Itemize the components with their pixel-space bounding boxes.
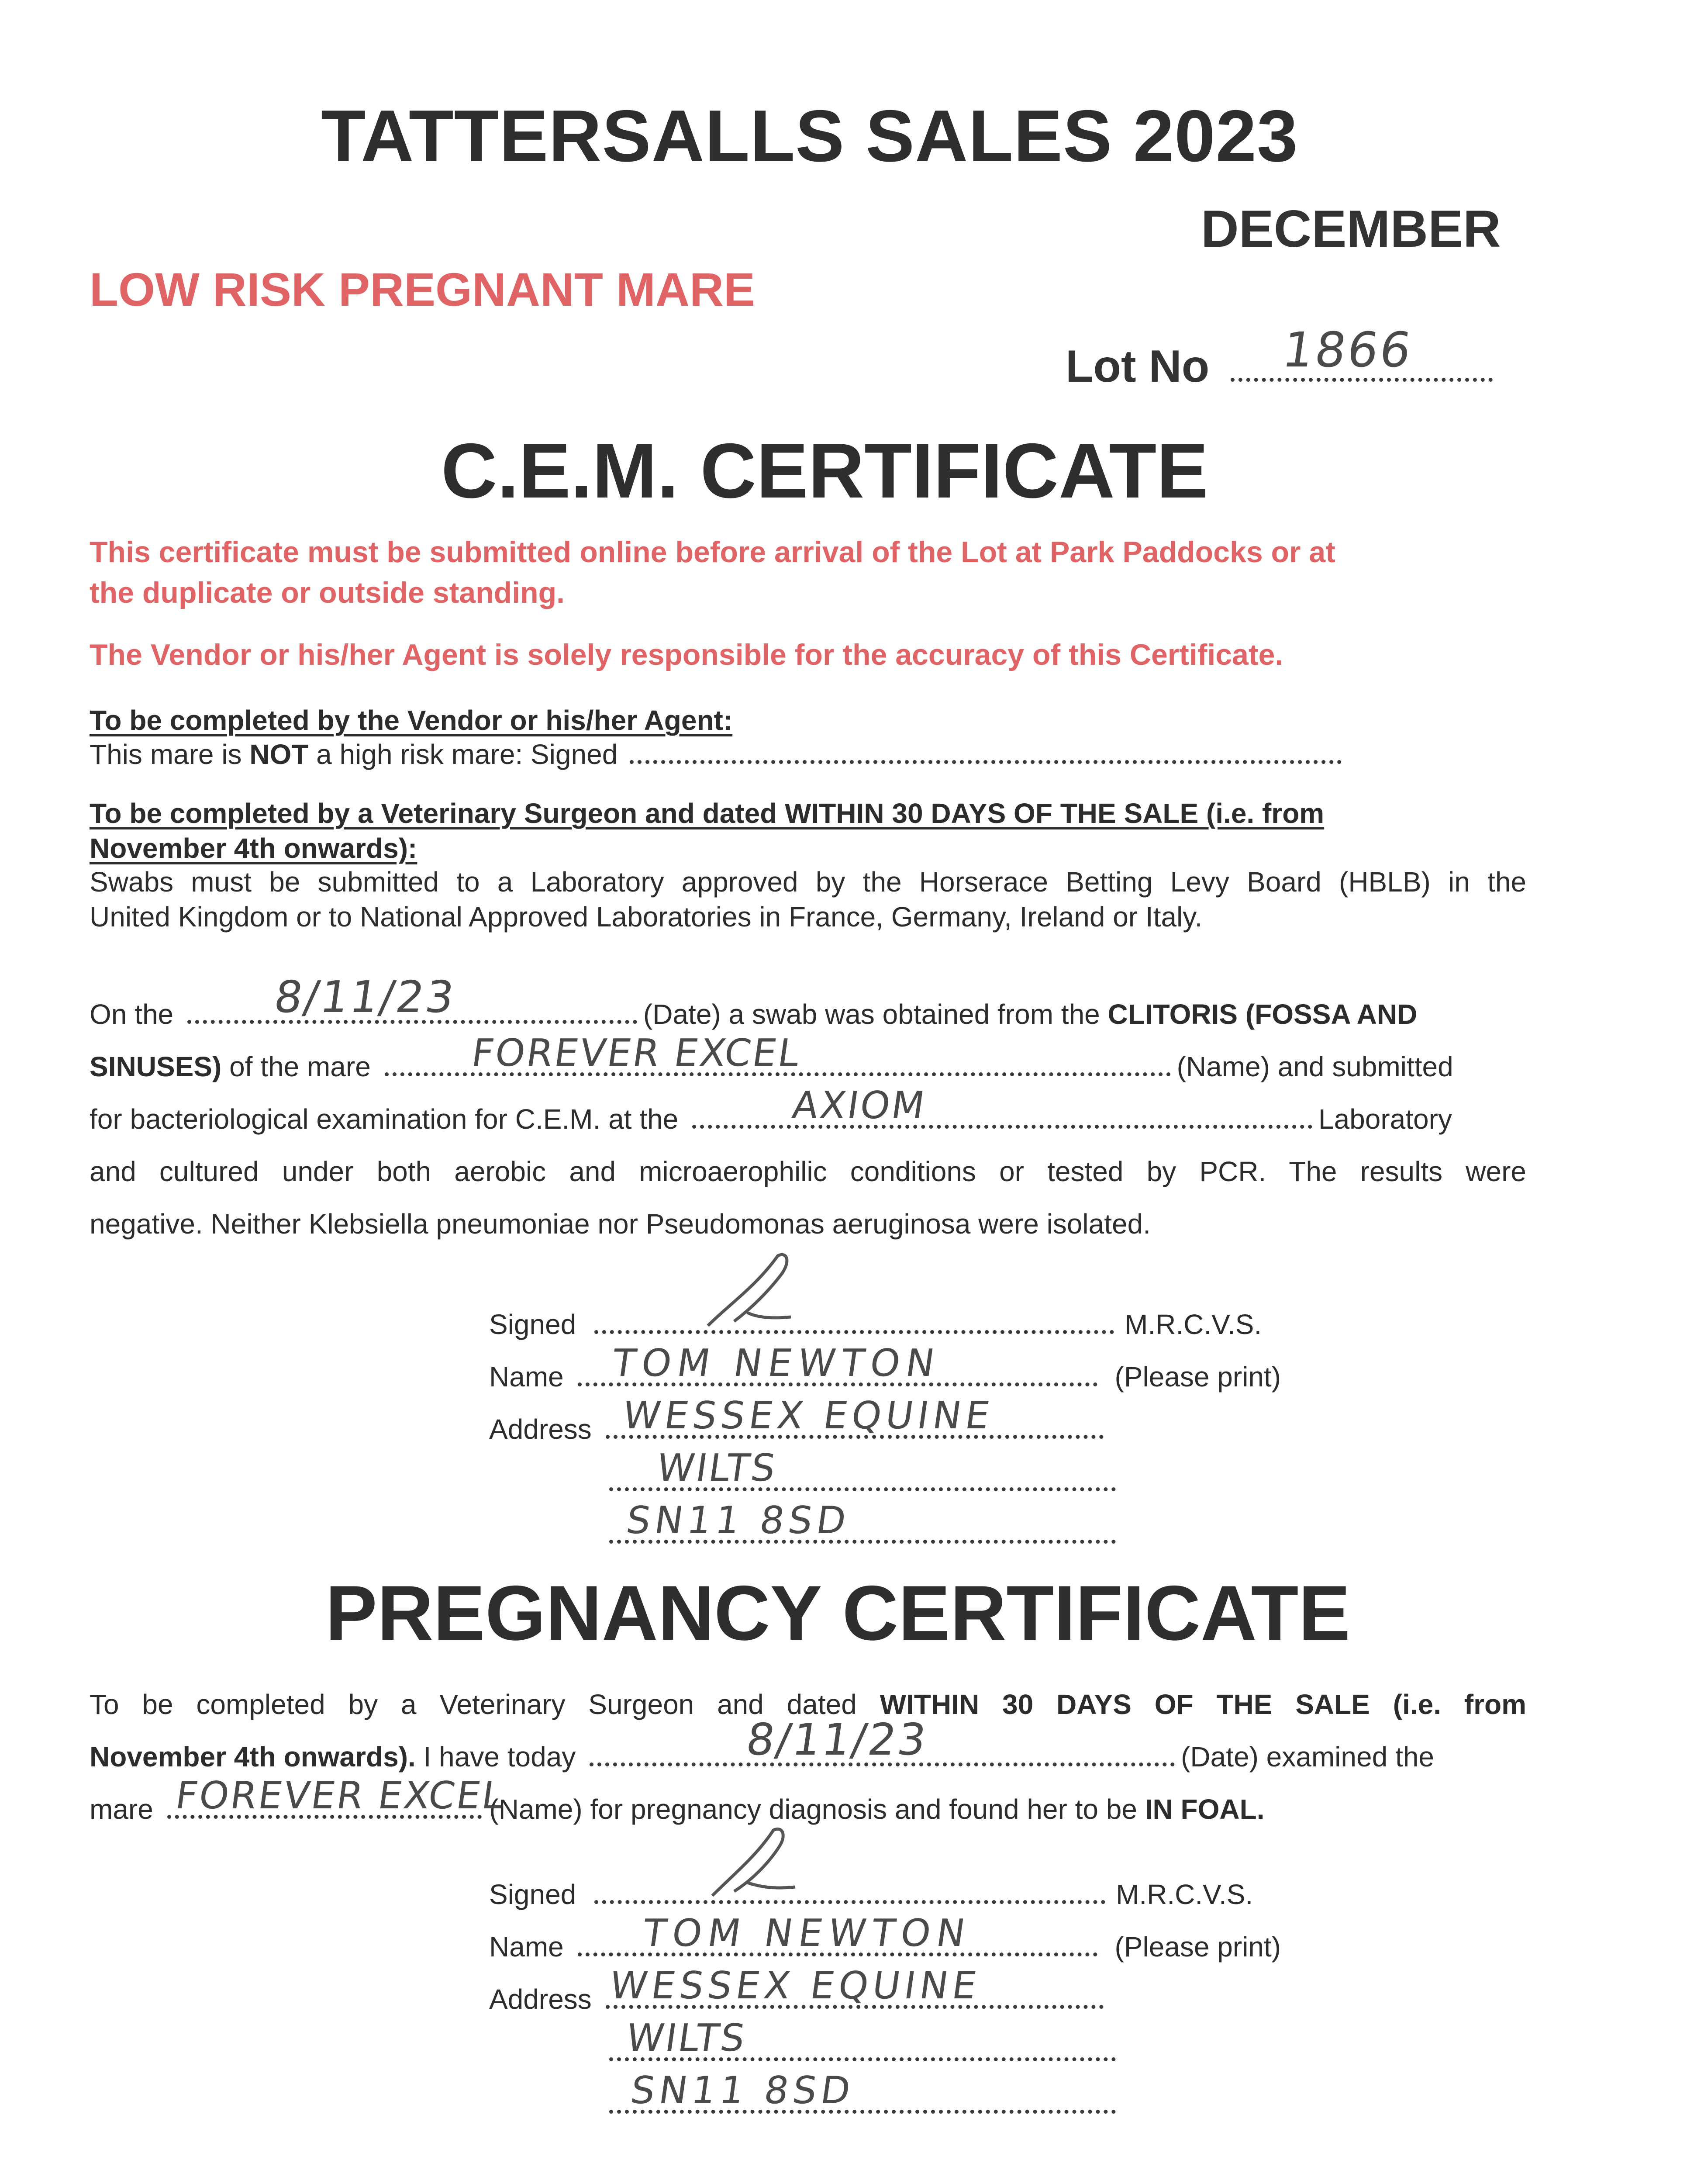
submission-notice-line-1: This certificate must be submitted online before arrival of the Lot at Park Paddocks or at (90, 536, 1335, 569)
cem-paragraph-line-1: On the 8/11/23 (Date) a swab was obtained from the CLITORIS (FOSSA AND (90, 971, 1418, 1030)
cem-vet-name-value: TOM NEWTON (609, 1341, 943, 1385)
swab-requirement-line-2: United Kingdom or to National Approved Laboratories in France, Germany, Ireland or Italy. (90, 901, 1203, 933)
cem-address-line-2 (609, 1446, 1116, 1498)
cem-laboratory-value: AXIOM (789, 1084, 929, 1127)
pregnancy-address-line-3 (609, 2069, 1116, 2120)
cem-paragraph-line-2: SINUSES) of the mare FOREVER EXCEL (Name) and submitted (90, 1031, 1453, 1082)
pregnancy-mare-name-value: FOREVER EXCEL (172, 1774, 508, 1818)
vendor-signature-field[interactable] (630, 760, 1342, 764)
submission-notice-line-2: the duplicate or outside standing. (90, 576, 565, 609)
pregnancy-address-line-1-value: WESSEX EQUINE (607, 1964, 983, 2008)
pregnancy-address-line-2-field[interactable] (609, 2016, 1116, 2061)
pregnancy-address-line-2 (609, 2016, 1116, 2068)
pregnancy-address-line-3-field[interactable] (609, 2069, 1116, 2114)
pregnancy-address-line-3-value: SN11 8SD (628, 2069, 858, 2112)
cem-address-line-3-field[interactable] (609, 1499, 1116, 1544)
cem-paragraph-line-3: for bacteriological examination for C.E.M. at the AXIOM Laboratory (90, 1084, 1452, 1135)
cem-swab-date-value: 8/11/23 (271, 971, 459, 1023)
lot-number-field[interactable] (1231, 322, 1493, 382)
cem-address-line-2-value: WILTS (654, 1446, 780, 1490)
lot-number-value: 1866 (1279, 322, 1417, 378)
document-title: TATTERSALLS SALES 2023 (321, 95, 1298, 177)
cem-swab-date-field[interactable] (187, 971, 637, 1024)
vet-section-heading-line-2: November 4th onwards): (90, 833, 417, 864)
lot-label: Lot No (1066, 341, 1210, 392)
cem-address-line-1-value: WESSEX EQUINE (620, 1394, 997, 1438)
category-label: LOW RISK PREGNANT MARE (90, 263, 755, 316)
pregnancy-address-row: Address WESSEX EQUINE (489, 1983, 1104, 2015)
cem-paragraph-line-5: negative. Neither Klebsiella pneumoniae nor Pseudomonas aeruginosa were isolated. (90, 1208, 1151, 1240)
pregnancy-vet-signature-field[interactable] (594, 1900, 1105, 1904)
cem-laboratory-field[interactable] (692, 1084, 1312, 1129)
cem-certificate-title: C.E.M. CERTIFICATE (441, 427, 1208, 514)
cem-name-row: Name TOM NEWTON (Please print) (489, 1341, 1281, 1393)
pregnancy-paragraph-line-2: November 4th onwards). I have today 8/11/23 (Date) examined the (90, 1714, 1434, 1773)
pregnancy-vet-name-value: TOM NEWTON (640, 1911, 974, 1955)
vendor-declaration: This mare is NOT a high risk mare: Signed (90, 738, 1342, 771)
vendor-section-heading: To be completed by the Vendor or his/her Agent: (90, 705, 733, 736)
pregnancy-exam-date-field[interactable] (590, 1714, 1175, 1766)
pregnancy-paragraph-line-1: To be completed by a Veterinary Surgeon and dated WITHIN 30 DAYS OF THE SALE (i.e. from (90, 1689, 1527, 1720)
cem-mare-name-value: FOREVER EXCEL (469, 1031, 804, 1075)
cem-paragraph-line-4: and cultured under both aerobic and microaerophilic conditions or tested by PCR. The results were (90, 1156, 1526, 1187)
pregnancy-certificate-title: PREGNANCY CERTIFICATE (325, 1569, 1351, 1656)
vet-section-heading-line-1: To be completed by a Veterinary Surgeon and dated WITHIN 30 DAYS OF THE SALE (i.e. from (90, 798, 1325, 829)
sale-month: DECEMBER (1201, 200, 1501, 258)
pregnancy-mare-name-field[interactable] (167, 1774, 508, 1819)
pregnancy-signed-row: Signed M.R.C.V.S. (489, 1878, 1253, 1911)
cem-address-line-3-value: SN11 8SD (623, 1499, 853, 1542)
pregnancy-name-row: Name TOM NEWTON (Please print) (489, 1911, 1281, 1963)
lot-number-row (1066, 322, 1493, 393)
swab-requirement-line-1: Swabs must be submitted to a Laboratory approved by the Horserace Betting Levy Board (HBLB) in the (90, 866, 1526, 898)
cem-address-line-3 (609, 1499, 1116, 1550)
cem-vet-signature (704, 1247, 817, 1334)
cem-address-line-2-field[interactable] (609, 1446, 1116, 1491)
pregnancy-exam-date-value: 8/11/23 (743, 1714, 931, 1765)
pregnancy-address-line-2-value: WILTS (623, 2016, 749, 2060)
cem-address-row: Address WESSEX EQUINE (489, 1413, 1104, 1445)
cem-vet-signature-field[interactable] (594, 1330, 1114, 1334)
pregnancy-paragraph-line-3: mare FOREVER EXCEL (Name) for pregnancy diagnosis and found her to be IN FOAL. (90, 1774, 1265, 1825)
cem-signed-row: Signed M.R.C.V.S. (489, 1308, 1262, 1341)
responsibility-notice: The Vendor or his/her Agent is solely responsible for the accuracy of this Certificate. (90, 638, 1283, 671)
pregnancy-vet-signature (708, 1821, 813, 1904)
